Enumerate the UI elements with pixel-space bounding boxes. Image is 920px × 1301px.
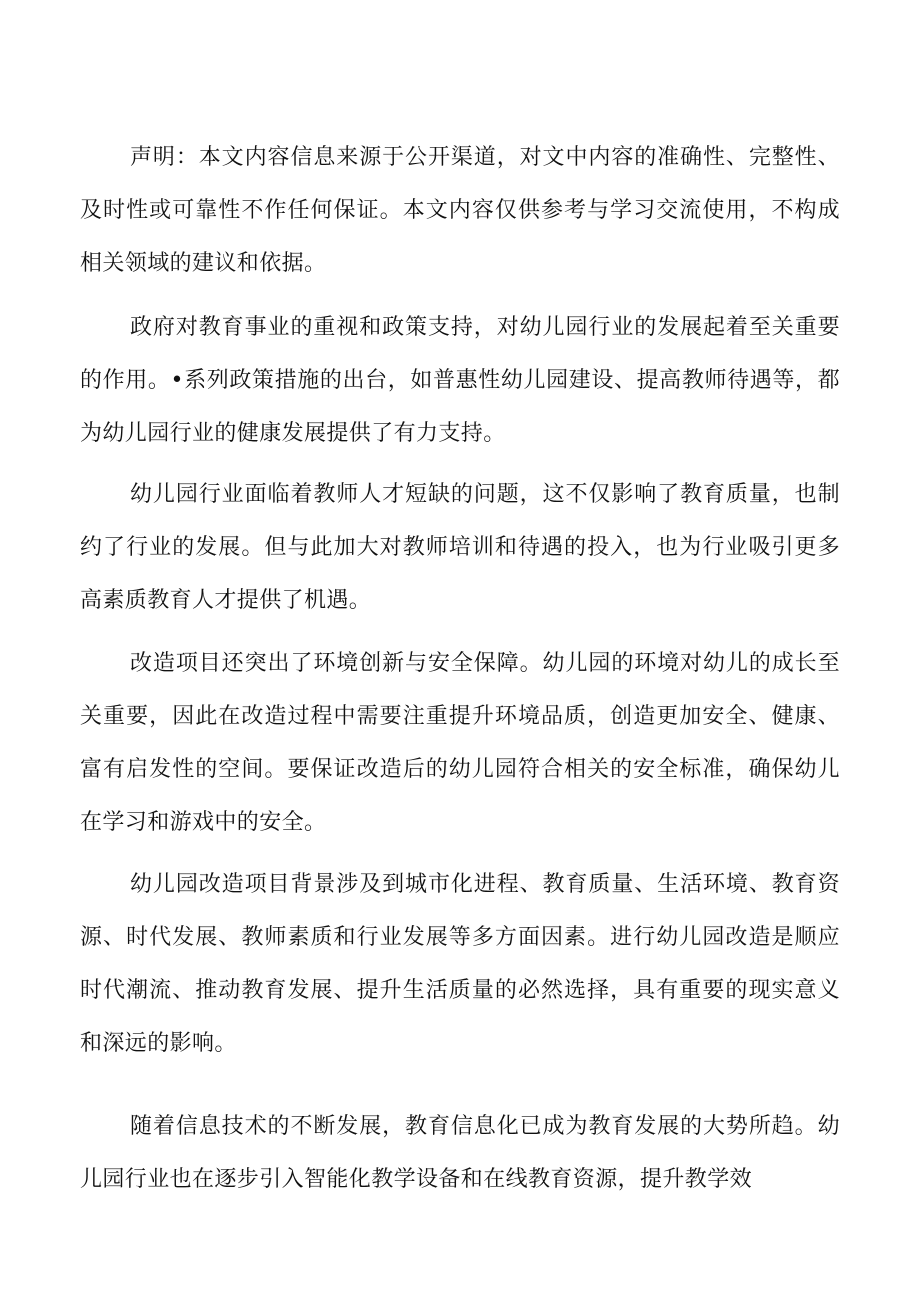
disclaimer-paragraph: 声明：本文内容信息来源于公开渠道，对文中内容的准确性、完整性、及时性或可靠性不作任何保证。本文内容仅供参考与学习交流使用，不构成相关领域的建议和依据。 [80, 145, 840, 276]
environment-safety-paragraph: 改造项目还突出了环境创新与安全保障。幼儿园的环境对幼儿的成长至关重要，因此在改造过程中需要注重提升环境品质，创造更加安全、健康、富有启发性的空间。要保证改造后的幼儿园符合相关的安全标准，确保幼儿在学习和游戏中的安全。 [80, 651, 840, 835]
informatization-paragraph: 随着信息技术的不断发展，教育信息化已成为教育发展的大势所趋。幼儿园行业也在逐步引入智能化教学设备和在线教育资源，提升教学效 [80, 1114, 840, 1192]
project-background-paragraph: 幼儿园改造项目背景涉及到城市化进程、教育质量、生活环境、教育资源、时代发展、教师素质和行业发展等多方面因素。进行幼儿园改造是顺应时代潮流、推动教育发展、提升生活质量的必然选择，具有重要的现实意义和深远的影响。 [80, 872, 840, 1056]
teacher-shortage-paragraph: 幼儿园行业面临着教师人才短缺的问题，这不仅影响了教育质量，也制约了行业的发展。但与此加大对教师培训和待遇的投入，也为行业吸引更多高素质教育人才提供了机遇。 [80, 482, 840, 613]
policy-support-paragraph: 政府对教育事业的重视和政策支持，对幼儿园行业的发展起着至关重要的作用。•系列政策措施的出台，如普惠性幼儿园建设、提高教师待遇等，都为幼儿园行业的健康发展提供了有力支持。 [80, 315, 840, 446]
